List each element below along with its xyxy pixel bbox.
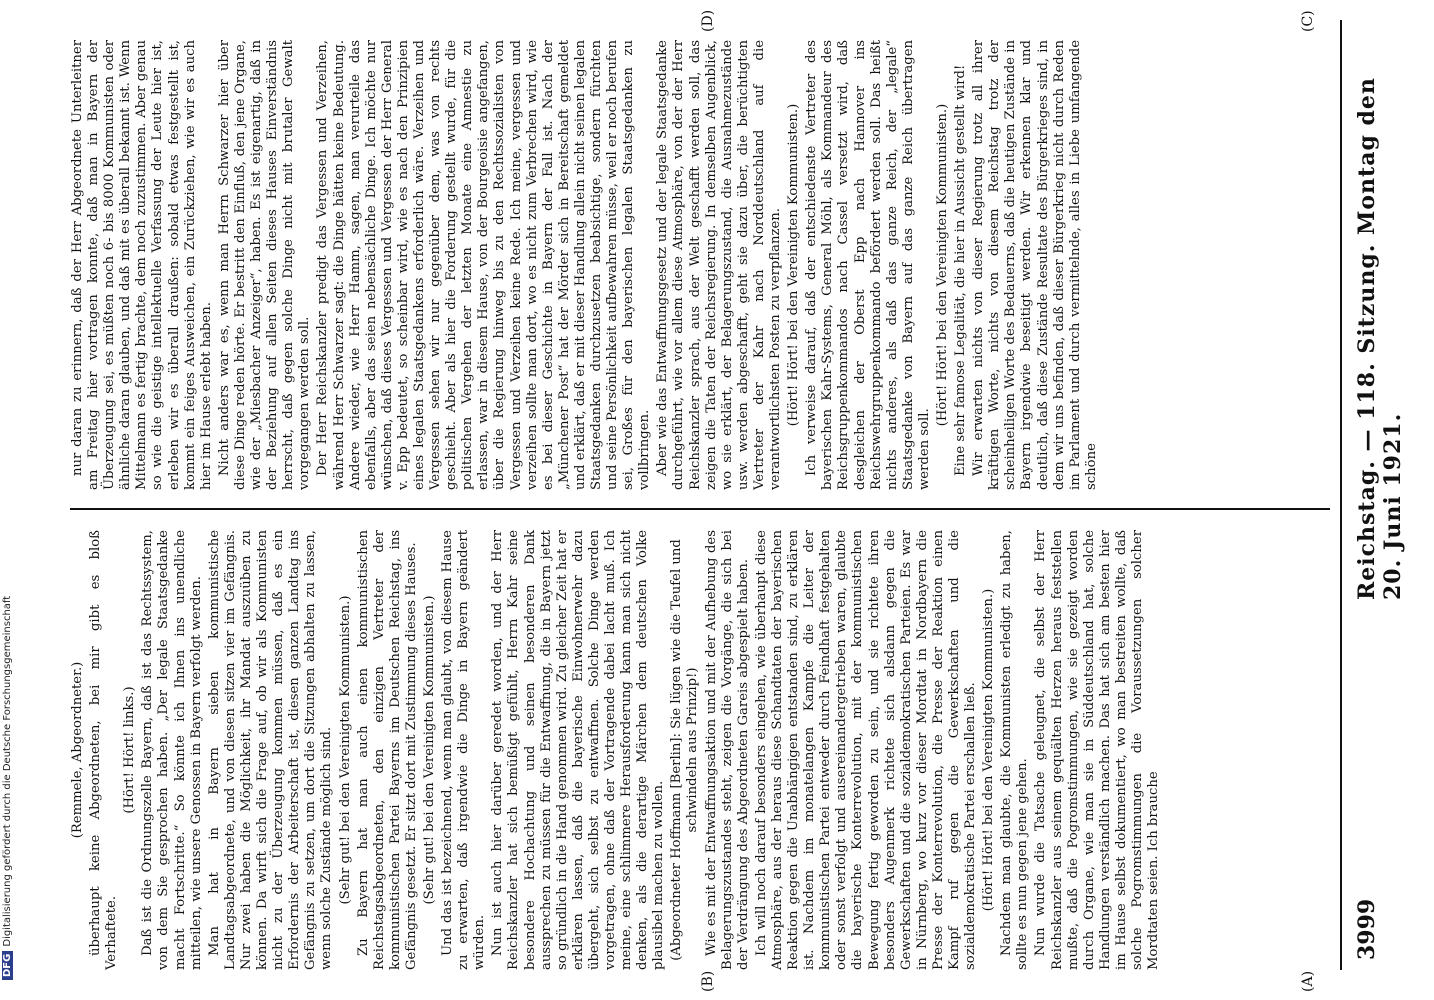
margin-letter-d: (D) [700,9,716,32]
page-number-left: 3999 [1354,898,1380,960]
margin-letter-b: (B) [700,970,716,992]
margin-letter-a: (A) [1300,970,1316,992]
paragraph: Aber wie das Entwaffnungsgesetz und der legale Staatsgedanke durchgeführt, wie vor allem diese Atmosphäre, von der der Herr Reichskanzler sprach, aus der Welt geschafft werden soll, das zeigen die Taten der Reichsregierung. In demselben Augenblick, wo sie erklärt, der Belagerungszustand, die Ausnahmezustände usw. werden abgeschafft, geht sie dazu über, die berüchtigten Vertreter der Kahr nach Norddeutschland auf die verantwortlichsten Posten zu verpflanzen. [655,40,784,490]
paragraph: Nun ist auch hier darüber geredet worden, und der Herr Reichskanzler hat sich bemüßigt gefühlt, Herrn Kahr seine besondere Hochachtung und seinen besonderen Dank aussprechen zu müssen für die Entwaffnung, die in Bayern jetzt so gründlich in die Hand genommen wird. Zu gleicher Zeit hat er erklären lassen, daß die bayerische Einwohnerwehr dazu übergeht, sich selbst zu entwaffnen. Solche Dinge werden vorgetragen, ohne daß der Vortragende dabei lacht muß. Ich meine, eine schlimmere Herausforderung kann man sich nicht denken, als die derartige Märchen dem deutschen Volke plausibel machen zu wollen. [490,530,667,970]
paragraph: Nicht anders war es, wenn man Herrn Schwarzer hier über diese Dinge reden hörte. Er bestritt den Einfluß, den jene Organe, wie der „Miesbacher Anzeiger“, haben. Es ist eigenartig, daß in der Beziehung auf allen Seiten dieses Hauses Einverständnis herrscht, daß gegen solche Dinge nicht mit brutaler Gewalt vorgegangen werden soll. [216,40,313,490]
paragraph: Wie es mit der Entwaffnungsaktion und mit der Aufhebung des Belagerungszustandes steht, zeigen die Vorgänge, die sich bei der Verdrängung des Abgeordneten Gareis abgespielt haben. [703,530,751,970]
paragraph: Und das ist bezeichnend, wenn man glaubt, von diesem Hause zu erwarten, daß irgendwie die Dinge in Bayern geändert würden. [440,530,488,970]
column-separator [70,508,1330,510]
paragraph: Wir erwarten nichts von dieser Regierung trotz all ihrer kräftigen Worte, nichts von diesem Reichstag trotz der scheinheiligen Worte des Bedauerns, daß die heutigen Zustände in Bayern irgendwie beseitigt werden. Wir erkennen klar und deutlich, daß diese Zustände Resultate des Bürgerkrieges sind, in dem wir uns befinden, daß dieser Bürgerkrieg nicht durch Reden im Parlament und durch vermittelnde, alles in Liebe umfangende schöne [971,40,1099,490]
paragraph: (Remmele, Abgeordneter.) [70,661,85,839]
dfg-badge: DFG [2,951,13,980]
page-header [1350,30,1406,960]
paragraph: Ich verweise darauf, daß der entschiedenste Vertreter des bayerischen Kahr-Systems, General Möhl, als Kommandeur des Reichsgruppenkommandos nach Cassel versetzt wird, daß desgleichen der Oberst Epp nach Hannover ins Reichswehrgruppenkommando befördert werden soll. Das heißt nichts anderes, als daß das ganze Reich, der „legale“ Staatsgedanke von Bayern auf das ganze Reich übertragen werden soll. [804,40,932,490]
paragraph: (Abgeordneter Hoffmann [Berlin]: Sie lügen wie die Teufel und schwindeln aus Prinzip!) [669,539,701,961]
page-title: Reichstag. — 118. Sitzung. Montag den 20. Juni 1921. [1354,77,1406,600]
paragraph: Daß ist die Ordnungszelle Bayern, daß ist das Rechtssystem, von dem Sie gesprochen haben. „Der legale Staatsgedanke macht Fortschritte.“ So könnte ich Ihnen ins unendliche mitteilen, wie unsere Genossen in Bayern verfolgt werden. [140,530,204,970]
column-left [70,530,1330,970]
paragraph: Eine sehr famose Legalität, die hier in Aussicht gestellt wird! [953,64,969,476]
paragraph: Ich will noch darauf besonders eingehen, wie überhaupt diese Atmosphäre, aus der heraus diese Schandtaten der bayerischen Reaktion gegen die Unabhängigen entstanden sind, zu erklären ist. Nachdem im monatelangen Kampfe die Leiter der kommunistischen Partei entweder durch Feindhaft festgehalten oder sonst verfolgt und ausereinandergetrieben waren, glaubte die bayerische Konterrevolution, mit der kommunistischen Bewegung fertig geworden zu sein, und sie richtete ihren besonders Augenmerk richtete sich alsdann gegen die Gewerkschaften und die sozialdemokratischen Parteien. Es war in Nürnberg, wo kurz vor dieser Mordtat in Nordbayern die Presse der Konterrevolution, die Presse der Reaktion einen Kampf ruf gegen die Gewerkschaften und die sozialdemokratische Partei erschallen ließ. [753,530,979,970]
paragraph: überhaupt keine Abgeordneten, bei mir gibt es bloß Verhaftete. [88,530,120,970]
paragraph: (Hört! Hört! bei den Vereinigten Kommunisten.) [981,588,997,912]
paragraph: Zu Bayern hat man auch einen kommunistischen Reichstagsabgeordneten, den einzigen Vertreter der kommunistischen Partei Bayerns im Deutschen Reichstag, ins Gefängnis gesetzt. Er sitzt dort mit Zustimmung dieses Hauses. [355,530,419,970]
paragraph: (Sehr gut! bei den Vereinigten Kommunisten.) [421,595,437,905]
paragraph: nur daran zu erinnern, daß der Herr Abgeordnete Unterleitner am Freitag hier vortragen konnte, daß man in Bayern der Überzeugung sei, es müßten noch 6- bis 8000 Kommunisten oder ähnliche daran glauben, und daß mit es überall bekannt ist. Wenn Mittelmann es fertig brachte, dem noch zuzustimmen. Aber genau so wie die geistige intellektuelle Verfassung der Leute hier ist, erleben wir es überall draußen: sobald etwas festgestellt ist, kommt ein feiges Ausweichen, ein Zurückziehen, wie wir es auch hier im Hause erlebt haben. [70,40,214,490]
paragraph: (Hört! Hört! bei den Vereinigten Kommunisten.) [934,103,950,427]
paragraph: (Hört! Hört! bei den Vereinigten Kommunisten.) [786,103,802,427]
side-note-label: Digitalisierung gefördert durch die Deutsche Forschungsgemeinschaft [2,595,13,947]
paragraph: Der Herr Reichskanzler predigt das Vergessen und Verzeihen, während Herr Schwarzer sagt: die Dinge hätten keine Bedeutung. Andere wieder, wie Herr Hamm, sagen, man verurteile das ebenfalls, aber das seien nebensächliche Dinge. Ich möchte nur wünschen, daß dieses Vergessen und Vergessen der Herr General v. Epp bedeutet, so scheinbar wird, wie es nach den Prinzipien eines legalen Staatsgedankens erforderlich wäre. Verzeihen und Vergessen sehen wir nur gegenüber dem, was von rechts geschieht. Aber als hier die Forderung gestellt wurde, für die politischen Vergehen der letzten Monate eine Amnestie zu erlassen, war in diesem Hause, von der Bourgeoisie angefangen, über die Regierung hinweg bis zu den Rechtssozialisten von Vergessen und Verzeihen keine Rede. Ich meine, vergessen und verzeihen sollte man dort, wo es nicht zum Verbrechen wird, wie es bei dieser Geschichte in Bayern der Fall ist. Nach der „Münchener Post“ hat der Mörder sich in Bereitschaft gemeldet und erklärt, daß er mit dieser Handlung allein nicht seinen legalen Staatsgedanken durchzusetzen beabsichtige, sondern fürchten und seine Persönlichkeit aufbewahren müsse, weil er noch berufen sei, Großes für den bayerischen legalen Staatsgedanken zu vollbringen. [315,40,653,490]
paragraph: (Hört! Hört! links.) [122,686,138,814]
margin-letter-c: (C) [1300,10,1316,32]
paragraph: (Sehr gut! bei den Vereinigten Kommunisten.) [337,595,353,905]
paragraph: Nachdem man glaubte, die Kommunisten erledigt zu haben, sollte es nun gegen jene gehen. [999,530,1031,970]
paragraph: Nun wurde die Tatsache geleugnet, die selbst der Herr Reichskanzler aus seinem gequälten Herzen heraus feststellen mußte, daß die Pogromstimmungen, wie sie gezeigt worden durch Organe, wie man sie in Süddeutschland hat, solche Handlungen verständlich machen. Das hat sich am besten hier im Hause selbst dokumentiert, wo man bestreiten wollte, daß solche Pogromstimmungen die Voraussetzungen solcher Mordtaten seien. Ich brauche [1033,530,1162,970]
column-right [70,40,1330,490]
header-rule [1340,20,1342,970]
paragraph: Man hat in Bayern sieben kommunistische Landtagsabgeordnete, und von diesen sitzen vier im Gefängnis. Nur zwei haben die Möglichkeit, ihr Mandat auszuüben zu können. Da wirft sich die Frage auf, ob wir als Kommunisten nicht zu der Überzeugung kommen müssen, daß es ein Erfordernis der Arbeiterschaft ist, diesen ganzen Landtag ins Gefängnis zu setzen, um dort die Sitzungen abhalten zu lassen, wenn solche Zustände möglich sind. [206,530,335,970]
